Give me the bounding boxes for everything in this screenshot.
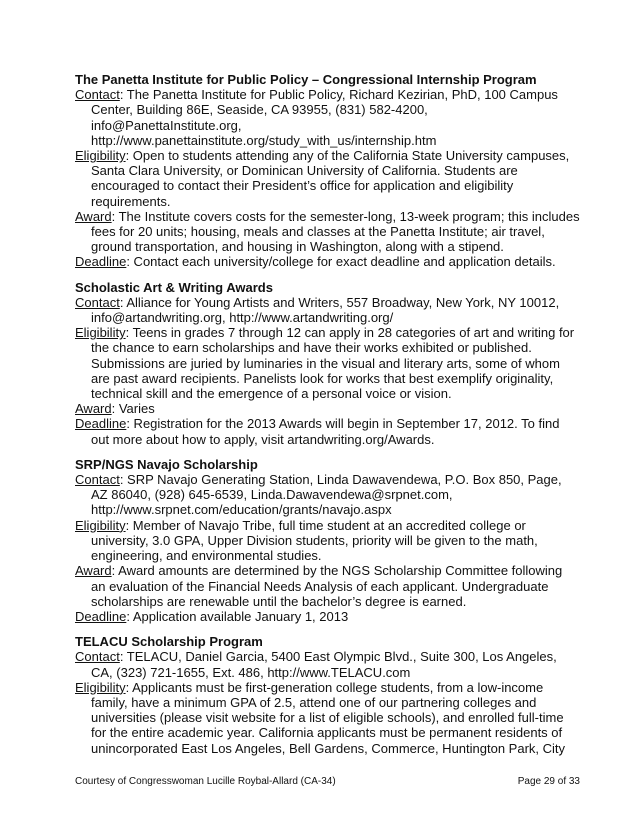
contact-field <box>75 295 580 325</box>
eligibility-text: : Member of Navajo Tribe, full time student at an accredited college or university, 3.0 GPA, Upper Division students, priority will be given to the math, engineering, and environmental studies. <box>91 517 538 564</box>
eligibility-field <box>75 325 580 401</box>
footer-credit: Courtesy of Congresswoman Lucille Roybal-Allard (CA-34) <box>75 776 336 787</box>
section-title: Scholastic Art & Writing Awards <box>75 279 273 295</box>
award-field <box>75 563 580 609</box>
award-label: Award <box>75 563 112 579</box>
eligibility-label: Eligibility <box>75 679 126 695</box>
page-number: Page 29 of 33 <box>517 776 580 787</box>
scholarship-entry-panetta <box>75 72 580 270</box>
contact-text: : SRP Navajo Generating Station, Linda Dawavendewa, P.O. Box 850, Page, AZ 86040, (928) 645-6539, Linda.Dawavendewa@srpnet.com, http://www.srpnet.com/education/grants/navajo.aspx <box>91 472 562 518</box>
deadline-field <box>75 609 580 624</box>
section-title: SRP/NGS Navajo Scholarship <box>75 456 258 472</box>
deadline-label: Deadline <box>75 254 127 270</box>
deadline-text: : Registration for the 2013 Awards will begin in September 17, 2012. To find out more about how to apply, visit artandwriting.org/Awards. <box>91 416 560 447</box>
eligibility-field <box>75 680 580 756</box>
eligibility-text: : Applicants must be first-generation college students, from a low-income family, have a minimum GPA of 2.5, attend one of our partnering colleges and universities (please visit website for a list of eligible schools), and enrolled full-time for the entire academic year. California applicants must be permanent residents of unincorporated East Los Angeles, Bell Gardens, Commerce, Huntington Park, City <box>91 679 566 756</box>
contact-text: : TELACU, Daniel Garcia, 5400 East Olympic Blvd., Suite 300, Los Angeles, CA, (323) 721-1655, Ext. 486, http://www.TELACU.com <box>91 649 557 680</box>
award-label: Award <box>75 401 112 417</box>
award-field <box>75 209 580 255</box>
award-text: : Varies <box>111 401 155 417</box>
contact-label: Contact <box>75 87 120 103</box>
deadline-label: Deadline <box>75 416 127 432</box>
contact-label: Contact <box>75 649 120 665</box>
deadline-text: : Contact each university/college for exact deadline and application details. <box>126 254 556 270</box>
award-label: Award <box>75 208 112 224</box>
scholarship-entry-scholastic <box>75 280 580 447</box>
document-body <box>75 72 580 766</box>
eligibility-field <box>75 518 580 564</box>
award-field <box>75 401 580 416</box>
award-text: : The Institute covers costs for the semester-long, 13-week program; this includes fees for 20 units; housing, meals and classes at the Panetta Institute; air travel, ground transportation, and housing in Washington, along with a stipend. <box>91 208 580 255</box>
deadline-text: : Application available January 1, 2013 <box>126 608 349 624</box>
contact-text: : The Panetta Institute for Public Policy, Richard Kezirian, PhD, 100 Campus Center, Building 86E, Seaside, CA 93955, (831) 582-4200, info@PanettaInstitute.org, http://www.panettainstitute.org/study_with_us/internship.htm <box>91 87 558 148</box>
eligibility-text: : Open to students attending any of the California State University campuses, Santa Clara University, or Dominican University of California. Students are encouraged to contact their President’s office for application and eligibility requirements. <box>91 148 570 209</box>
eligibility-text: : Teens in grades 7 through 12 can apply in 28 categories of art and writing for the chance to earn scholarships and have their works exhibited or published. Submissions are juried by luminaries in the visual and literary arts, some of whom are past award recipients. Panelists look for works that best exemplify originality, technical skill and the emergence of a personal voice or vision. <box>91 325 575 402</box>
deadline-label: Deadline <box>75 608 127 624</box>
contact-field <box>75 87 580 148</box>
scholarship-entry-telacu <box>75 634 580 756</box>
deadline-field <box>75 254 580 269</box>
scholarship-entry-srp-ngs <box>75 457 580 624</box>
contact-field <box>75 649 580 679</box>
contact-label: Contact <box>75 472 120 488</box>
contact-label: Contact <box>75 294 120 310</box>
deadline-field <box>75 416 580 446</box>
eligibility-field <box>75 148 580 209</box>
section-title: The Panetta Institute for Public Policy – Congressional Internship Program <box>75 72 537 87</box>
section-title: TELACU Scholarship Program <box>75 634 263 650</box>
eligibility-label: Eligibility <box>75 517 126 533</box>
page-footer <box>75 776 580 788</box>
contact-field <box>75 472 580 518</box>
contact-text: : Alliance for Young Artists and Writers, 557 Broadway, New York, NY 10012, info@artandwriting.org, http://www.artandwriting.org/ <box>91 294 560 326</box>
eligibility-label: Eligibility <box>75 325 126 341</box>
eligibility-label: Eligibility <box>75 148 126 164</box>
award-text: : Award amounts are determined by the NGS Scholarship Committee following an evaluation of the Financial Needs Analysis of each applicant. Undergraduate scholarships are renewable until the bachelor’s degree is earned. <box>91 563 563 609</box>
